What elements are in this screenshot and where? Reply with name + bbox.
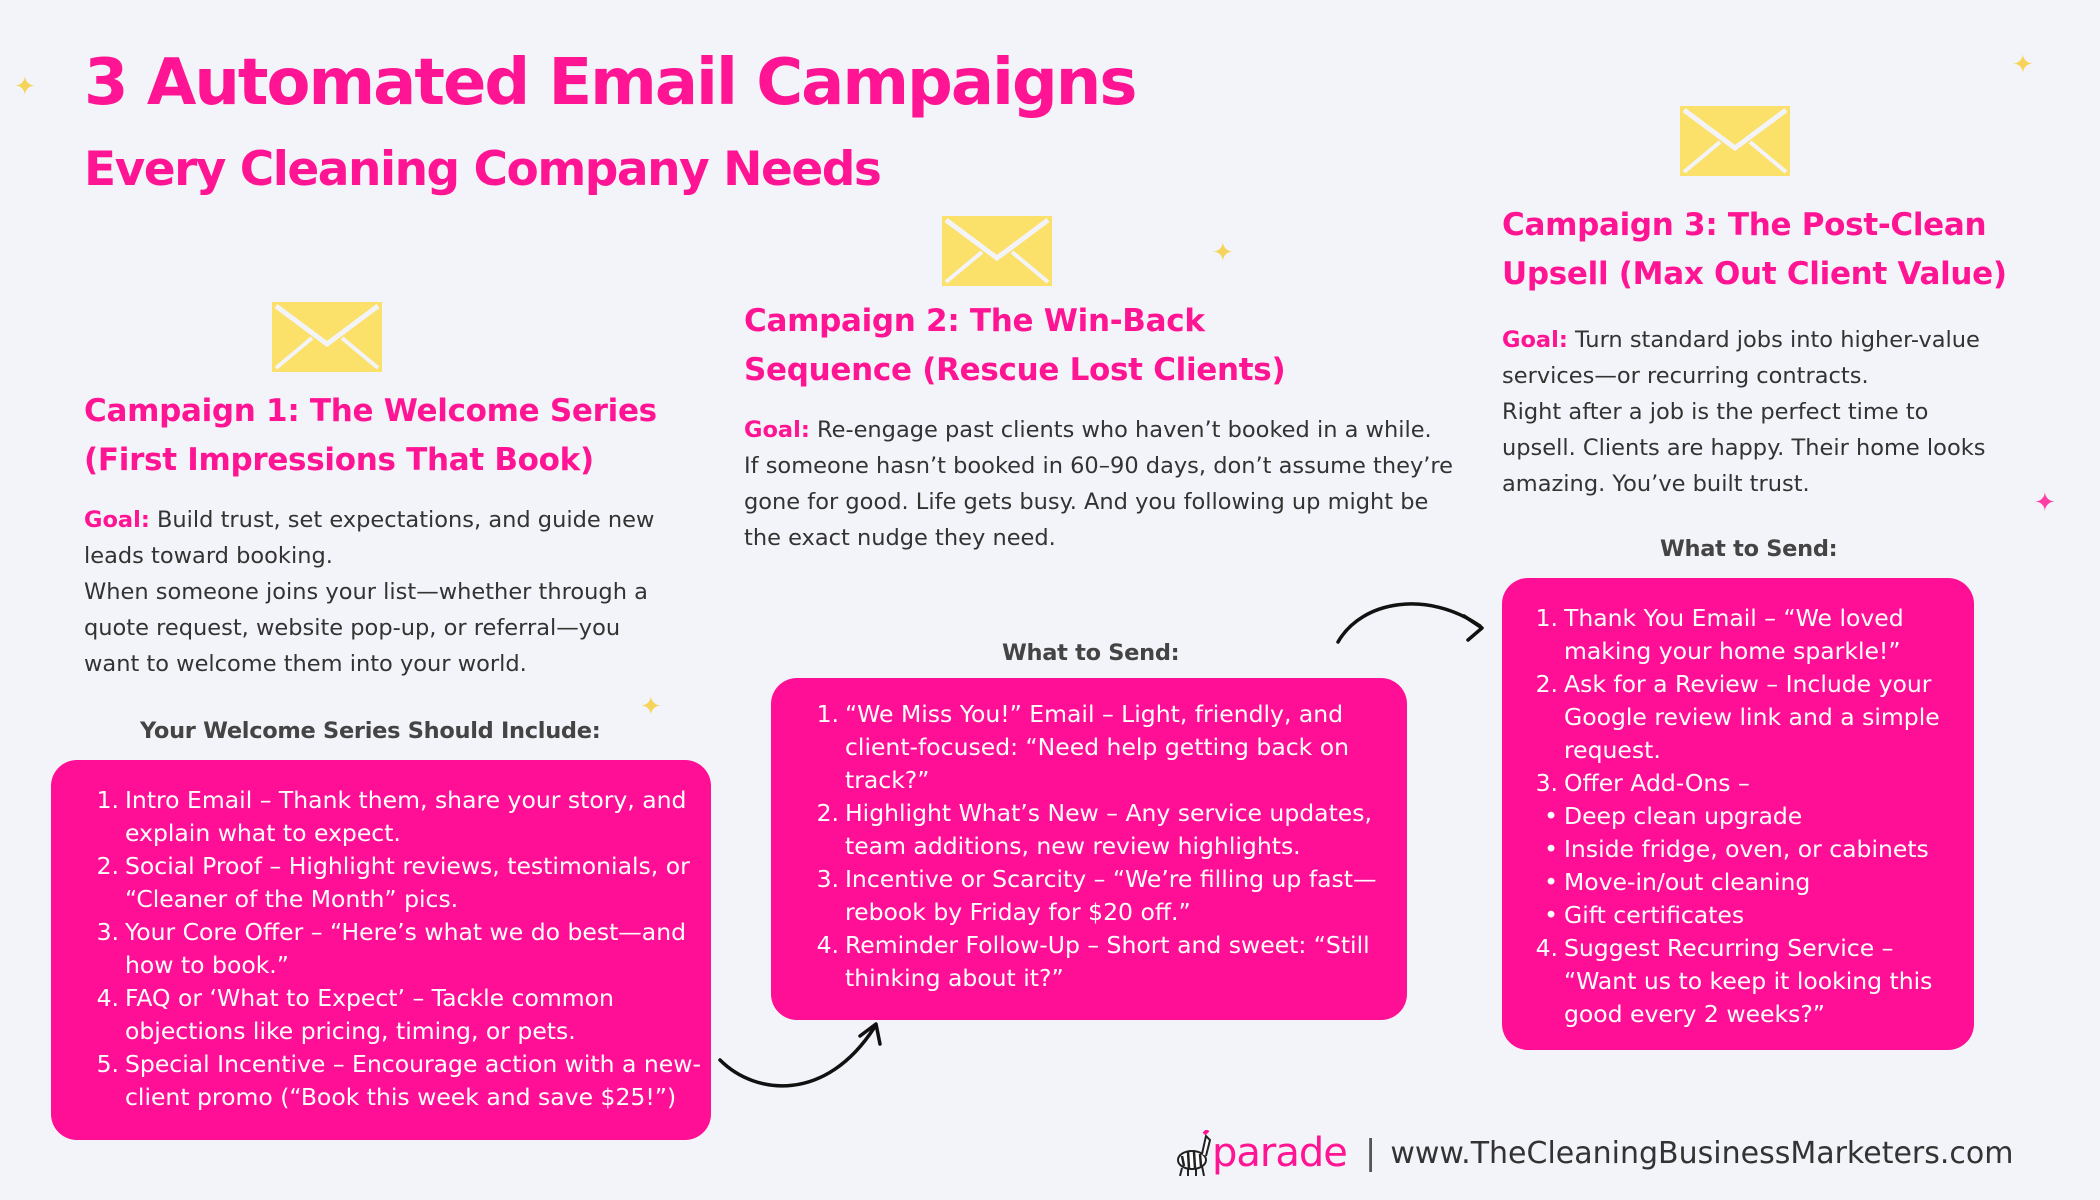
list-item-number: •: [1544, 868, 1558, 896]
list-item-line: Gift certificates: [1564, 901, 1745, 929]
goal-line: [84, 502, 654, 538]
envelope-icon: [1680, 106, 1790, 176]
campaign-2-list: [799, 698, 1387, 995]
list-item-line: Ask for a Review – Include your: [1564, 670, 1932, 698]
list-item-line: good every 2 weeks?”: [1564, 1000, 1825, 1028]
list-item-number: 1.: [1535, 604, 1558, 632]
list-item-line: Intro Email – Thank them, share your story, and: [125, 786, 687, 814]
goal-line: Right after a job is the perfect time to: [1502, 399, 1929, 425]
footer: [1172, 1130, 2014, 1176]
goal-line: amazing. You’ve built trust.: [1502, 471, 1810, 497]
list-item-text: [1564, 833, 1958, 866]
list-item-text: [1564, 932, 1958, 1031]
list-item-line: request.: [1564, 736, 1661, 764]
list-item-text: [125, 784, 691, 850]
goal-line: services—or recurring contracts.: [1502, 363, 1869, 389]
list-item-text: [1564, 899, 1958, 932]
list-item-line: Reminder Follow-Up – Short and sweet: “Still: [845, 931, 1370, 959]
list-item-line: Deep clean upgrade: [1564, 802, 1803, 830]
list-item-text: [845, 929, 1387, 995]
brand-name: parade: [1212, 1130, 1347, 1176]
list-item-line: “We Miss You!” Email – Light, friendly, and: [845, 700, 1344, 728]
curved-arrow-icon: [1332, 586, 1492, 656]
list-item-line: Special Incentive – Encourage action with a new-: [125, 1050, 701, 1078]
list-item-number: 1.: [96, 786, 119, 814]
list-item-number: 3.: [1535, 769, 1558, 797]
list-item-line: track?”: [845, 766, 930, 794]
list-item-number: 1.: [816, 700, 839, 728]
campaign-1-list: [79, 784, 701, 1114]
campaign-3-goal: [1502, 322, 1985, 502]
goal-label: Goal:: [84, 507, 150, 533]
list-item-text: [1564, 800, 1958, 833]
goal-line: want to welcome them into your world.: [84, 651, 527, 677]
list-item: [1518, 932, 1958, 1031]
list-item-text: [125, 916, 691, 982]
list-item-line: explain what to expect.: [125, 819, 401, 847]
list-item-line: Inside fridge, oven, or cabinets: [1564, 835, 1929, 863]
goal-text: Turn standard jobs into higher-value: [1567, 327, 1980, 353]
list-item-text: [125, 850, 691, 916]
list-item-line: Thank You Email – “We loved: [1564, 604, 1904, 632]
list-item-line: Google review link and a simple: [1564, 703, 1940, 731]
list-item: [799, 698, 1387, 797]
list-item-number: 4.: [816, 931, 839, 959]
campaign-3-list: [1518, 602, 1958, 1031]
list-item-text: [1564, 767, 1958, 800]
list-item-number: •: [1544, 835, 1558, 863]
goal-line: upsell. Clients are happy. Their home looks: [1502, 435, 1986, 461]
goal-text: Re-engage past clients who haven’t booked in a while.: [809, 417, 1432, 443]
list-item: [1518, 833, 1958, 866]
envelope-icon: [942, 216, 1052, 286]
list-item-text: [845, 797, 1387, 863]
goal-label: Goal:: [1502, 327, 1568, 353]
campaign-3-list-heading: What to Send:: [1660, 536, 1838, 562]
list-item-text: [125, 982, 691, 1048]
goal-line: gone for good. Life gets busy. And you following up might be: [744, 489, 1429, 515]
list-item: [799, 797, 1387, 863]
sparkle-icon: ✦: [2012, 50, 2034, 80]
list-item-line: client promo (“Book this week and save $25!”): [125, 1083, 677, 1111]
list-item-number: 4.: [96, 984, 119, 1012]
campaign-1-title-line: (First Impressions That Book): [84, 442, 594, 478]
list-item-line: Move-in/out cleaning: [1564, 868, 1811, 896]
goal-line: If someone hasn’t booked in 60–90 days, don’t assume they’re: [744, 453, 1454, 479]
sparkle-icon: ✦: [1212, 238, 1234, 268]
list-item: [79, 1048, 701, 1114]
goal-line: the exact nudge they need.: [744, 525, 1056, 551]
campaign-1-title: [84, 387, 657, 485]
list-item: [799, 929, 1387, 995]
list-item-line: “Want us to keep it looking this: [1564, 967, 1933, 995]
list-item-number: •: [1544, 901, 1558, 929]
campaign-1-list-heading: Your Welcome Series Should Include:: [140, 718, 601, 744]
list-item-text: [1564, 668, 1958, 767]
list-item: [1518, 767, 1958, 800]
list-item: [79, 850, 691, 916]
campaign-2-list-heading: What to Send:: [1002, 640, 1180, 666]
campaign-2-goal: [744, 412, 1453, 556]
campaign-3-box: [1502, 578, 1974, 1050]
list-item-number: 3.: [96, 918, 119, 946]
list-item-line: Suggest Recurring Service –: [1564, 934, 1894, 962]
list-item-line: objections like pricing, timing, or pets.: [125, 1017, 576, 1045]
goal-text: Build trust, set expectations, and guide new: [149, 507, 655, 533]
list-item: [1518, 602, 1958, 668]
list-item: [1518, 866, 1958, 899]
list-item-line: Your Core Offer – “Here’s what we do best—and: [125, 918, 687, 946]
campaign-1-title-line: Campaign 1: The Welcome Series: [84, 393, 657, 429]
sparkle-icon: ✦: [640, 692, 662, 722]
list-item: [1518, 668, 1958, 767]
website-link[interactable]: www.TheCleaningBusinessMarketers.com: [1390, 1135, 2014, 1171]
list-item-text: [845, 698, 1387, 797]
goal-line: When someone joins your list—whether through a: [84, 579, 648, 605]
list-item-text: [845, 863, 1387, 929]
list-item-line: “Cleaner of the Month” pics.: [125, 885, 459, 913]
list-item-line: client-focused: “Need help getting back on: [845, 733, 1350, 761]
list-item-text: [1564, 602, 1958, 668]
list-item: [79, 784, 691, 850]
list-item-text: [125, 1048, 701, 1114]
list-item-line: rebook by Friday for $20 off.”: [845, 898, 1191, 926]
list-item: [79, 982, 691, 1048]
list-item-line: Highlight What’s New – Any service updates,: [845, 799, 1372, 827]
campaign-2-title-line: Campaign 2: The Win-Back: [744, 303, 1205, 339]
campaign-3-title: [1502, 201, 2007, 299]
goal-label: Goal:: [744, 417, 810, 443]
page-subtitle: Every Cleaning Company Needs: [84, 142, 881, 197]
campaign-3-title-line: Upsell (Max Out Client Value): [1502, 256, 2007, 292]
campaign-1-goal: [84, 502, 654, 682]
list-item-line: how to book.”: [125, 951, 289, 979]
list-item-number: 2.: [1535, 670, 1558, 698]
list-item-line: making your home sparkle!”: [1564, 637, 1901, 665]
list-item-line: FAQ or ‘What to Expect’ – Tackle common: [125, 984, 614, 1012]
campaign-2-title: [744, 297, 1285, 395]
list-item-text: [1564, 866, 1958, 899]
list-item-line: Offer Add-Ons –: [1564, 769, 1750, 797]
list-item-number: 2.: [816, 799, 839, 827]
sparkle-icon: ✦: [14, 72, 36, 102]
campaign-2-title-line: Sequence (Rescue Lost Clients): [744, 352, 1286, 388]
campaign-2-box: [771, 678, 1407, 1020]
goal-line: [744, 412, 1453, 448]
list-item-line: team additions, new review highlights.: [845, 832, 1301, 860]
list-item-line: Incentive or Scarcity – “We’re filling up fast—: [845, 865, 1377, 893]
goal-line: [1502, 322, 1985, 358]
footer-separator: |: [1364, 1133, 1377, 1173]
list-item: [79, 916, 691, 982]
brand-logo[interactable]: [1172, 1130, 1347, 1176]
list-item-number: 3.: [816, 865, 839, 893]
list-item: [799, 863, 1387, 929]
list-item: [1518, 899, 1958, 932]
list-item-line: thinking about it?”: [845, 964, 1064, 992]
sparkle-icon: ✦: [2034, 488, 2056, 518]
list-item-number: 4.: [1535, 934, 1558, 962]
envelope-icon: [272, 302, 382, 372]
curved-arrow-icon: [716, 1010, 886, 1110]
list-item-line: Social Proof – Highlight reviews, testimonials, or: [125, 852, 690, 880]
goal-line: leads toward booking.: [84, 543, 333, 569]
list-item-number: •: [1544, 802, 1558, 830]
campaign-3-title-line: Campaign 3: The Post-Clean: [1502, 207, 1987, 243]
page-title: 3 Automated Email Campaigns: [84, 46, 1136, 120]
campaign-1-box: [51, 760, 711, 1140]
list-item-number: 2.: [96, 852, 119, 880]
list-item-number: 5.: [96, 1050, 119, 1078]
zebra-logo-icon: [1172, 1130, 1212, 1176]
list-item: [1518, 800, 1958, 833]
goal-line: quote request, website pop-up, or referral—you: [84, 615, 621, 641]
